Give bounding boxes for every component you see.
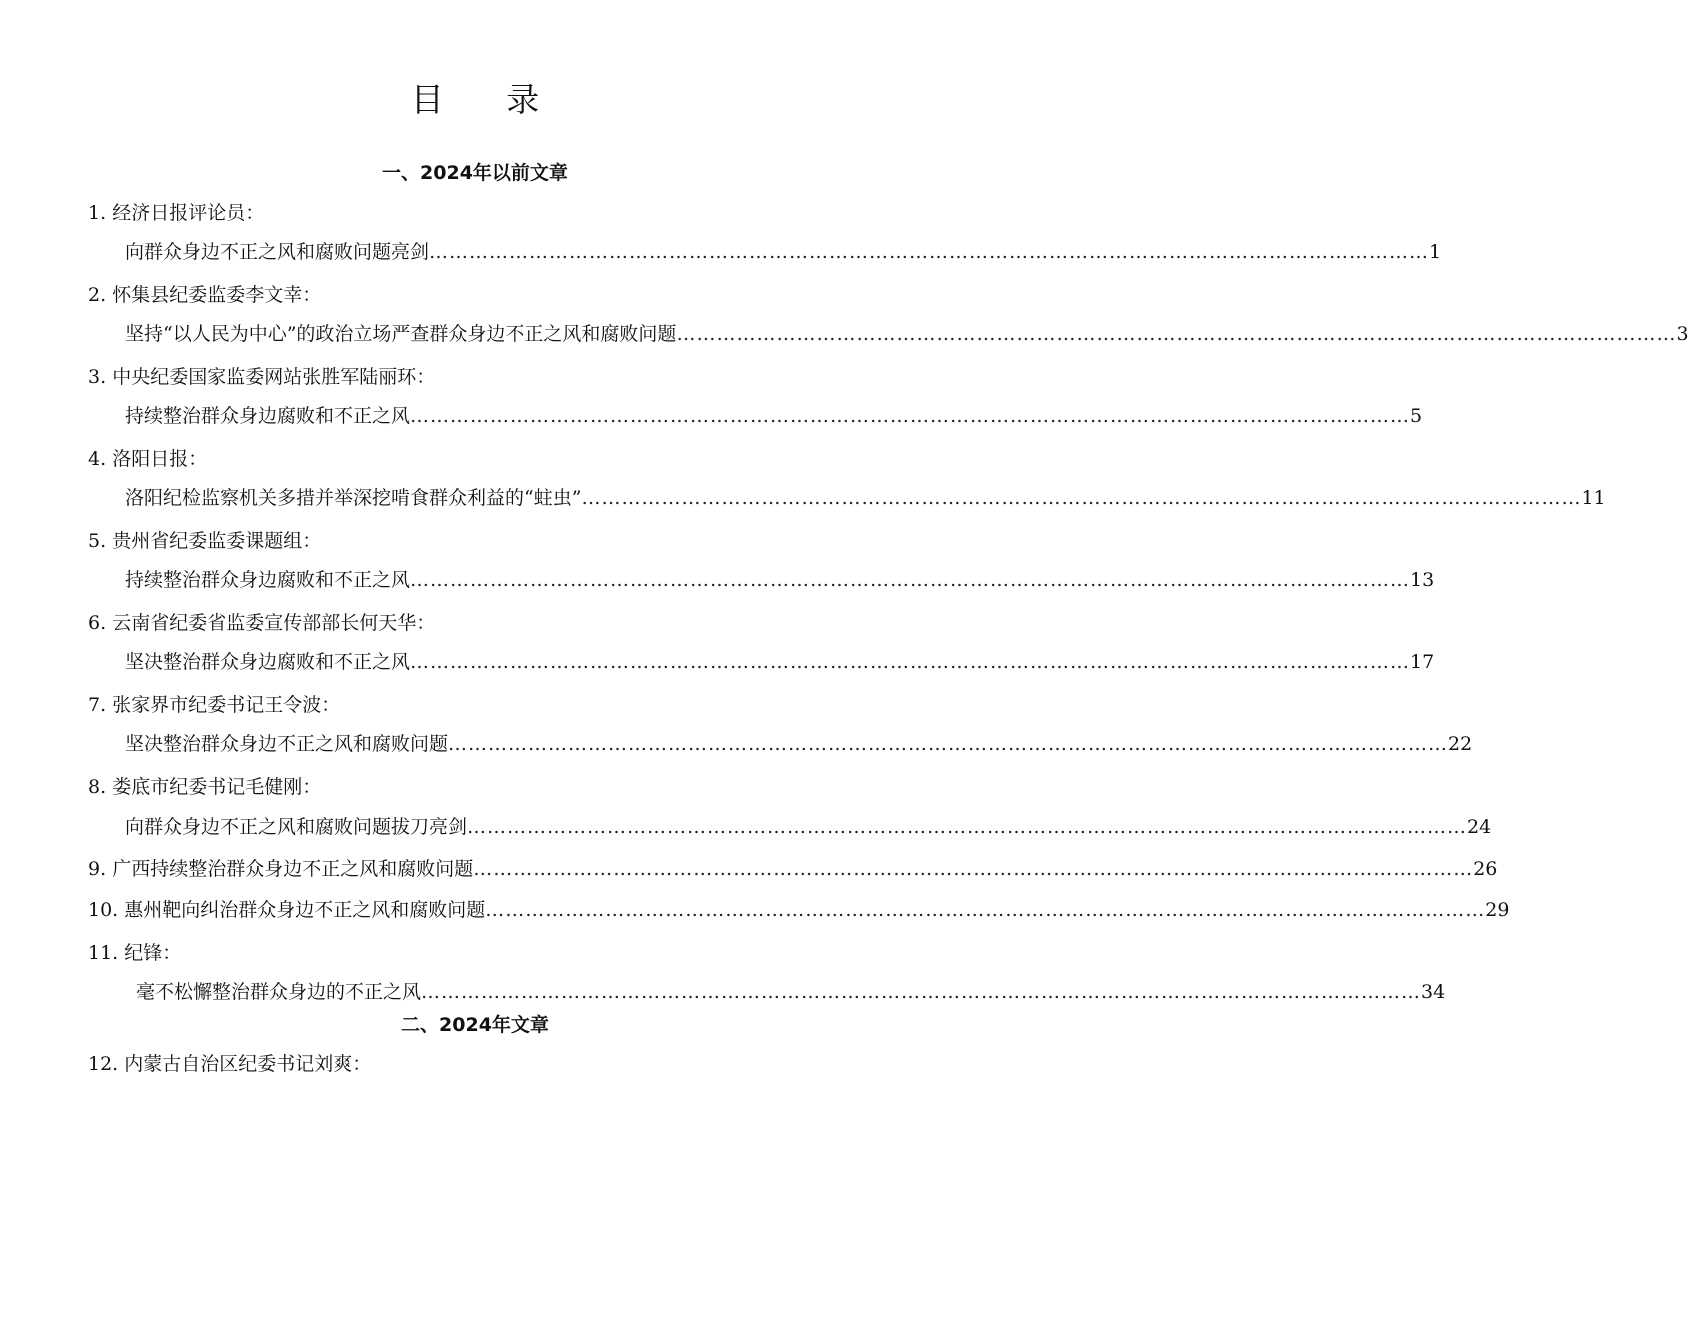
- item-article: 广西持续整治群众身边不正之风和腐败问题: [112, 858, 474, 880]
- toc-author-line: [88, 609, 435, 637]
- item-number: 5.: [88, 530, 107, 552]
- toc-author-line: [88, 363, 435, 391]
- dot-leader: ……………………………………………………………………………………………………………………………………: [410, 569, 1411, 591]
- section-heading: 二、2024年文章: [401, 1014, 549, 1036]
- item-author: 经济日报评论员：: [112, 202, 265, 224]
- item-author: 内蒙古自治区纪委书记刘爽：: [124, 1053, 372, 1075]
- dot-leader: ……………………………………………………………………………………………………………………………………: [467, 816, 1468, 838]
- page-number: 11: [1581, 487, 1606, 509]
- toc-entry[interactable]: [125, 566, 1435, 594]
- item-author: 怀集县纪委监委李文幸：: [112, 284, 322, 306]
- item-number: 2.: [88, 284, 107, 306]
- dot-leader: ……………………………………………………………………………………………………………………………………: [581, 487, 1582, 509]
- page-number: 24: [1467, 816, 1492, 838]
- item-article: 持续整治群众身边腐败和不正之风: [125, 569, 411, 591]
- item-author: 云南省纪委省监委宣传部部长何天华：: [112, 612, 436, 634]
- page-number: 22: [1448, 733, 1473, 755]
- item-number: 8.: [88, 776, 107, 798]
- item-article: 毫不松懈整治群众身边的不正之风: [136, 981, 422, 1003]
- item-number: 11.: [88, 942, 119, 964]
- toc-entry[interactable]: [125, 648, 1435, 676]
- item-author: 张家界市纪委书记王令波：: [112, 694, 341, 716]
- toc-entry[interactable]: [88, 855, 1498, 883]
- toc-author-line: [88, 527, 321, 555]
- toc-entry[interactable]: [125, 484, 1606, 512]
- page-number: 29: [1485, 899, 1510, 921]
- item-number: 1.: [88, 202, 107, 224]
- dot-leader: ……………………………………………………………………………………………………………………………………: [485, 899, 1486, 921]
- item-article: 坚决整治群众身边腐败和不正之风: [125, 651, 411, 673]
- toc-entry[interactable]: [88, 896, 1510, 924]
- toc-entry[interactable]: [125, 320, 1689, 348]
- item-article: 持续整治群众身边腐败和不正之风: [125, 405, 411, 427]
- page-number: 17: [1410, 651, 1435, 673]
- page-number: 1: [1429, 241, 1442, 263]
- page-number: 26: [1473, 858, 1498, 880]
- item-author: 中央纪委国家监委网站张胜军陆丽环：: [112, 366, 436, 388]
- item-number: 3.: [88, 366, 107, 388]
- page-number: 5: [1410, 405, 1423, 427]
- page-number: 3: [1676, 323, 1689, 345]
- page-number: 34: [1421, 981, 1446, 1003]
- toc-author-line: [88, 939, 181, 967]
- item-article: 向群众身边不正之风和腐败问题亮剑: [125, 241, 430, 263]
- item-author: 娄底市纪委书记毛健刚：: [112, 776, 322, 798]
- item-number: 10.: [88, 899, 119, 921]
- item-number: 9.: [88, 858, 107, 880]
- toc-author-line: [88, 691, 340, 719]
- item-number: 7.: [88, 694, 107, 716]
- section-heading: 一、2024年以前文章: [382, 162, 568, 184]
- toc-author-line: [88, 445, 207, 473]
- toc-author-line: [88, 773, 321, 801]
- dot-leader: ……………………………………………………………………………………………………………………………………: [410, 405, 1411, 427]
- item-article: 向群众身边不正之风和腐败问题拔刀亮剑: [125, 816, 468, 838]
- toc-entry[interactable]: [125, 402, 1423, 430]
- item-author: 纪锋：: [124, 942, 182, 964]
- dot-leader: ……………………………………………………………………………………………………………………………………: [448, 733, 1449, 755]
- item-article: 惠州靶向纠治群众身边不正之风和腐败问题: [124, 899, 486, 921]
- item-article: 洛阳纪检监察机关多措并举深挖啃食群众利益的“蛀虫”: [125, 487, 582, 509]
- item-article: 坚决整治群众身边不正之风和腐败问题: [125, 733, 449, 755]
- toc-entry[interactable]: [125, 813, 1492, 841]
- dot-leader: ……………………………………………………………………………………………………………………………………: [473, 858, 1474, 880]
- item-author: 贵州省纪委监委课题组：: [112, 530, 322, 552]
- dot-leader: ……………………………………………………………………………………………………………………………………: [429, 241, 1430, 263]
- item-number: 12.: [88, 1053, 119, 1075]
- item-article: 坚持“以人民为中心”的政治立场严查群众身边不正之风和腐败问题: [125, 323, 677, 345]
- toc-entry[interactable]: [136, 978, 1446, 1006]
- toc-entry[interactable]: [125, 238, 1442, 266]
- page-title: 目 录: [410, 80, 566, 119]
- item-author: 洛阳日报：: [112, 448, 208, 470]
- toc-entry[interactable]: [125, 730, 1473, 758]
- item-number: 6.: [88, 612, 107, 634]
- toc-author-line: [88, 1050, 371, 1078]
- page-number: 13: [1410, 569, 1435, 591]
- dot-leader: ……………………………………………………………………………………………………………………………………: [676, 323, 1677, 345]
- item-number: 4.: [88, 448, 107, 470]
- toc-author-line: [88, 281, 321, 309]
- toc-author-line: [88, 199, 264, 227]
- dot-leader: ……………………………………………………………………………………………………………………………………: [421, 981, 1422, 1003]
- dot-leader: ……………………………………………………………………………………………………………………………………: [410, 651, 1411, 673]
